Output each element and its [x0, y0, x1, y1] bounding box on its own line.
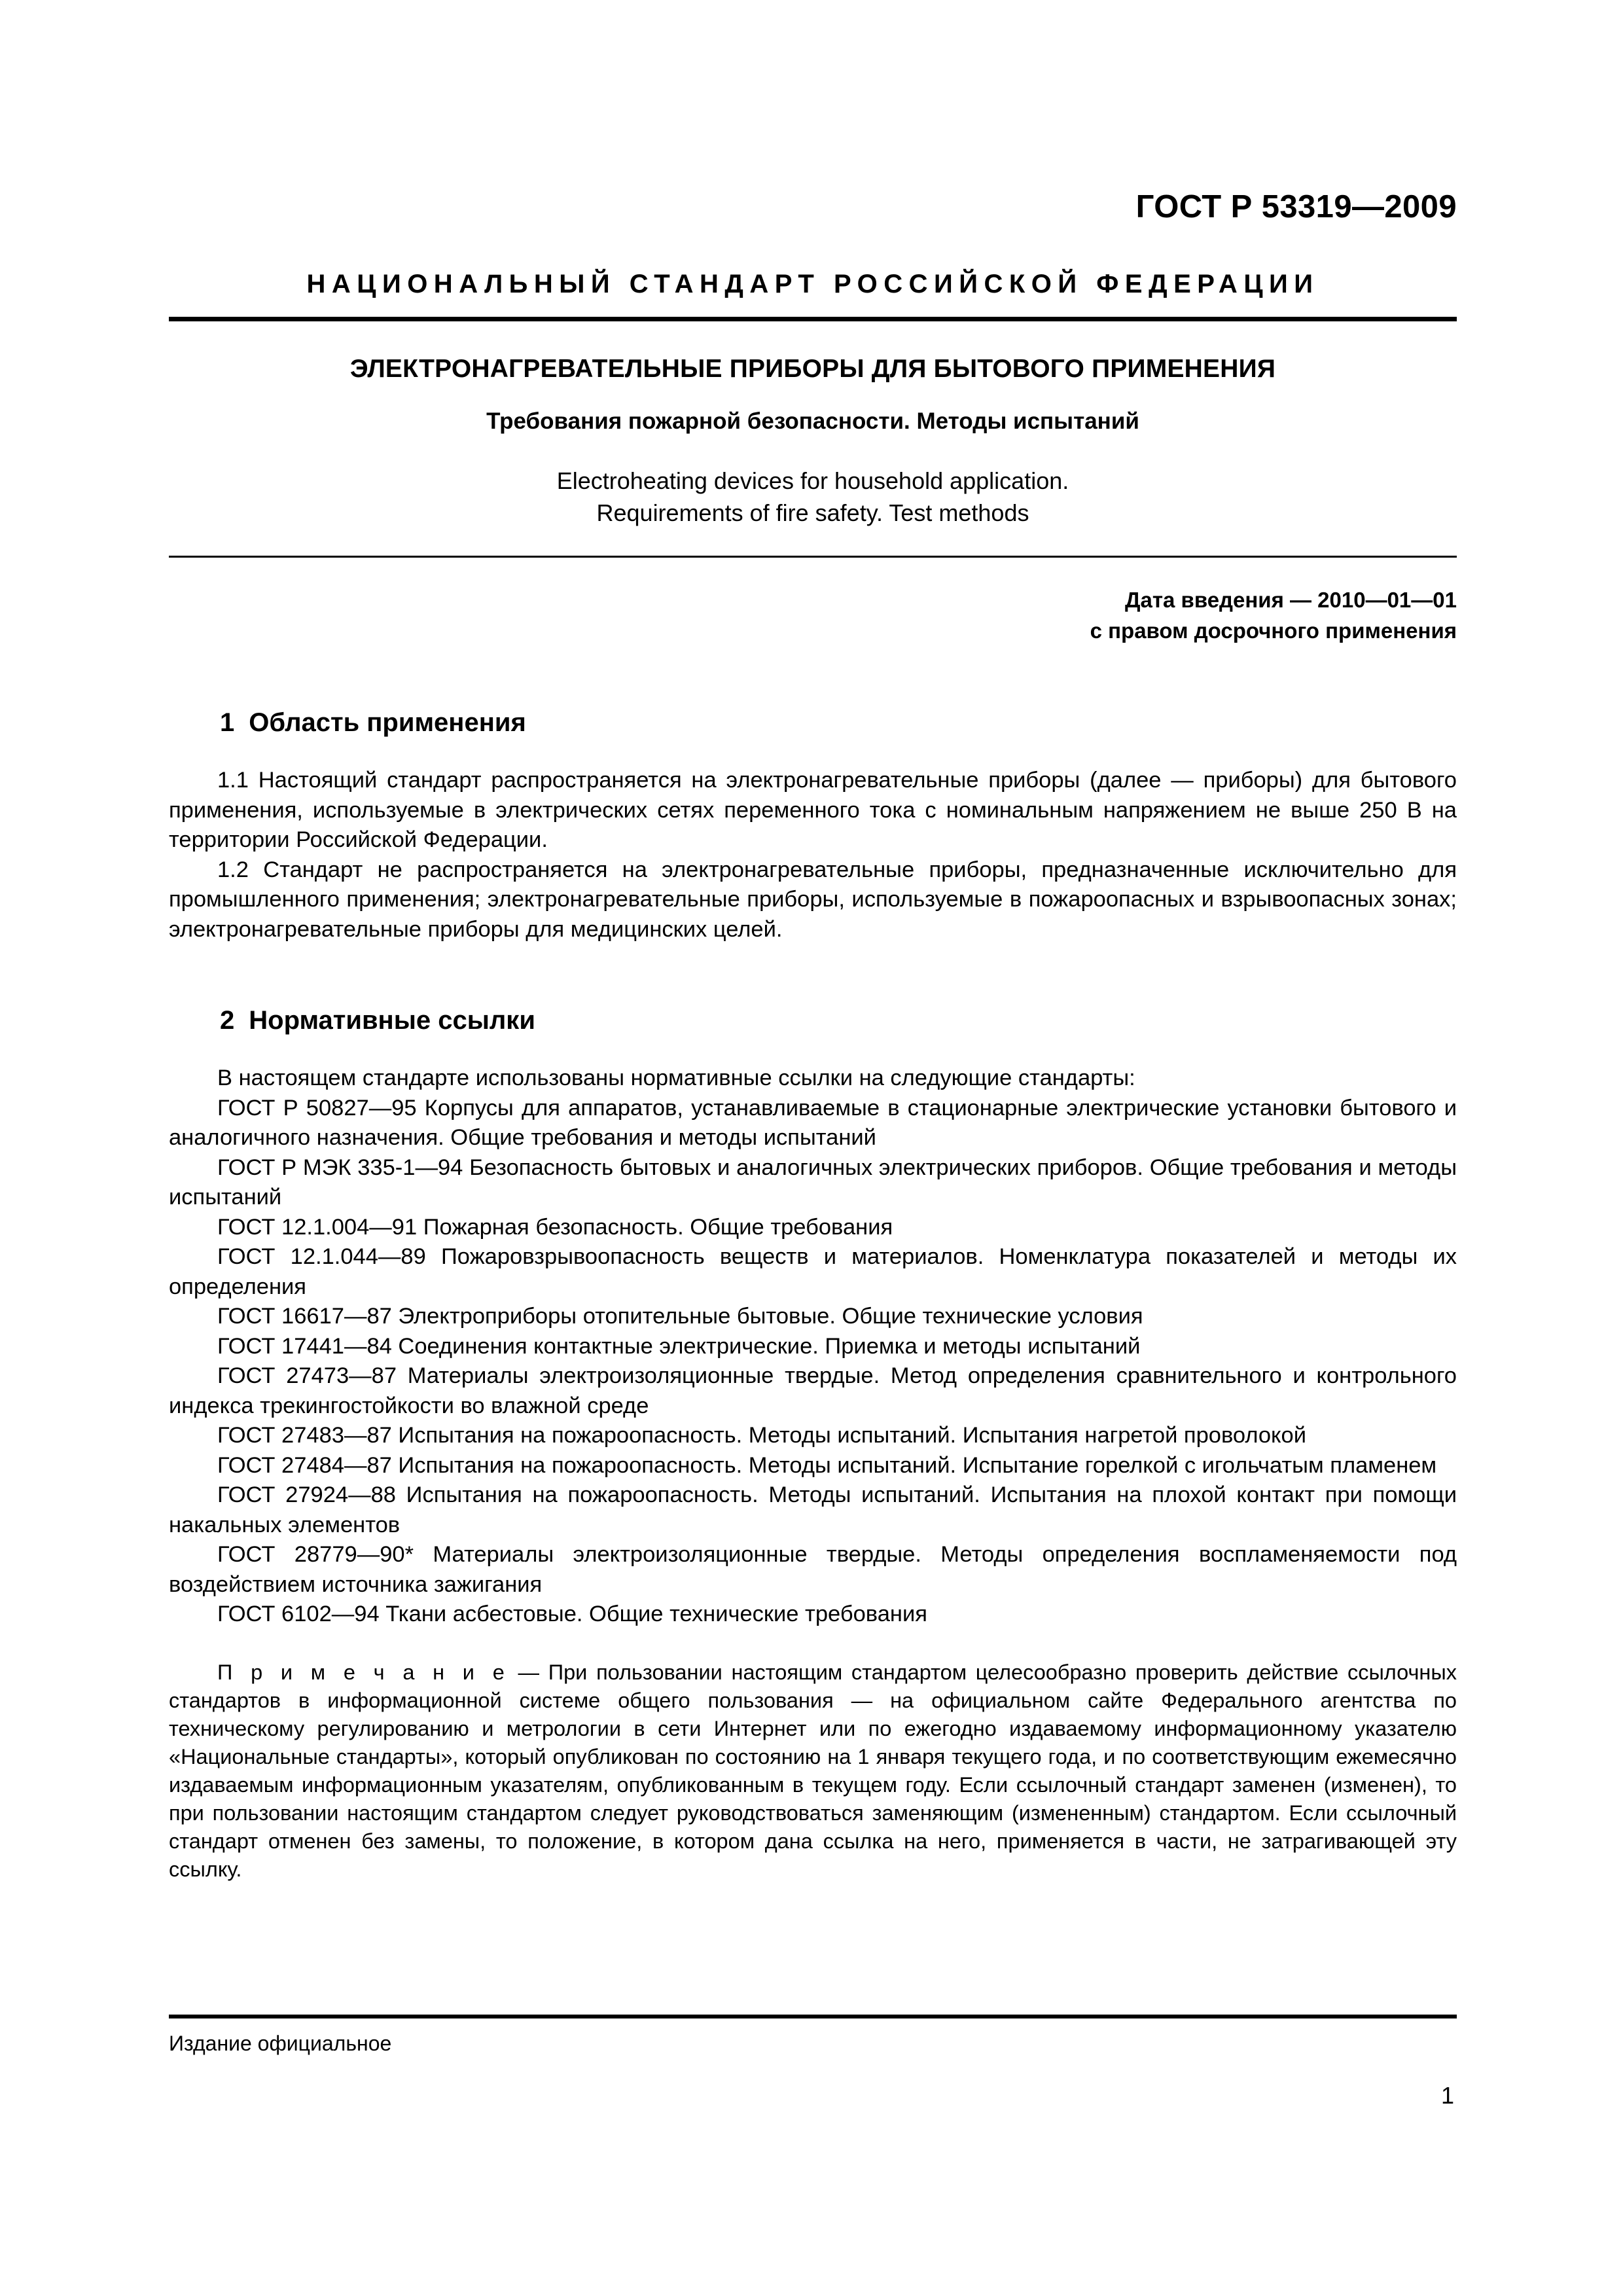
section-heading-scope	[220, 707, 1457, 738]
title-rule-wrap	[169, 556, 1457, 558]
note-label: П р и м е ч а н и е	[217, 1660, 509, 1684]
title-english-line-1: Electroheating devices for household application.	[556, 467, 1069, 495]
section-title-2: Нормативные ссылки	[249, 1006, 535, 1035]
page-content	[169, 0, 1457, 1905]
standard-number: ГОСТ Р 53319—2009	[1135, 189, 1457, 224]
reference-item: ГОСТ Р 50827—95 Корпусы для аппаратов, устанавливаемые в стационарные электрические установки бытового и аналогичного назначения. Общие требования и методы испытаний	[169, 1095, 1457, 1151]
introduction-date	[169, 585, 1457, 647]
reference-item: ГОСТ 27924—88 Испытания на пожароопасность. Методы испытаний. Испытания на плохой контакт при помощи накальных элементов	[169, 1482, 1457, 1537]
reference-item: ГОСТ 12.1.044—89 Пожаровзрывоопасность веществ и материалов. Номенклатура показателей и методы их определения	[169, 1244, 1457, 1299]
section-number-2: 2	[220, 1006, 235, 1035]
footer-rule	[169, 2015, 1457, 2018]
reference-item: ГОСТ 28779—90* Материалы электроизоляционные твердые. Методы определения воспламеняемости под воздействием источника зажигания	[169, 1542, 1457, 1597]
header-rule-top	[169, 317, 1457, 321]
introduction-date-line-1: Дата введения — 2010—01—01	[1125, 588, 1457, 613]
page-number: 1	[1440, 2082, 1454, 2109]
reference-item: ГОСТ 27483—87 Испытания на пожароопасность. Методы испытаний. Испытания нагретой проволокой	[217, 1423, 1307, 1448]
section-title-1: Область применения	[249, 708, 526, 738]
references-note	[169, 1659, 1457, 1884]
title-block	[169, 354, 1457, 529]
section-heading-references	[220, 1005, 1457, 1036]
reference-item: ГОСТ 17441—84 Соединения контактные электрические. Приемка и методы испытаний	[217, 1333, 1141, 1359]
header-rule-bottom	[169, 556, 1457, 558]
title-main: ЭЛЕКТРОНАГРЕВАТЕЛЬНЫЕ ПРИБОРЫ ДЛЯ БЫТОВОГО ПРИМЕНЕНИЯ	[349, 354, 1276, 383]
reference-item: ГОСТ 16617—87 Электроприборы отопительные бытовые. Общие технические условия	[217, 1304, 1143, 1329]
reference-item: ГОСТ 27473—87 Материалы электроизоляционные твердые. Метод определения сравнительного и контрольного индекса трекингостойкости во влажной среде	[169, 1363, 1457, 1418]
section-number-1: 1	[220, 708, 235, 738]
title-english-line-2: Requirements of fire safety. Test methods	[596, 499, 1029, 527]
reference-item: ГОСТ Р МЭК 335-1—94 Безопасность бытовых и аналогичных электрических приборов. Общие требования и методы испытаний	[169, 1155, 1457, 1210]
clause-1-1: 1.1 Настоящий стандарт распространяется на электронагревательные приборы (далее — приборы) для бытового применения, используемые в электрических сетях переменного тока с номинальным напряжением не выше 250 В на территории Российской Федерации.	[169, 768, 1457, 853]
reference-item: ГОСТ 6102—94 Ткани асбестовые. Общие технические требования	[217, 1602, 927, 1627]
clause-1-2: 1.2 Стандарт не распространяется на электронагревательные приборы, предназначенные исключительно для промышленного применения; электронагревательные приборы, используемые в пожароопасных и взрывоопасных зонах; электронагревательные приборы для медицинских целей.	[169, 857, 1457, 942]
references-lead-in: В настоящем стандарте использованы нормативные ссылки на следующие стандарты:	[217, 1066, 1135, 1091]
title-english	[169, 465, 1457, 529]
introduction-date-line-2: с правом досрочного применения	[1090, 619, 1457, 643]
references-list	[169, 1094, 1457, 1630]
note-text: — При пользовании настоящим стандартом целесообразно проверить действие ссылочных стандартов в информационной системе общего пользования — на официальном сайте Федерального агентства по техническому регулированию и метрологии в сети Интернет или по ежегодно издаваемому информационному указателю «Национальные стандарты», который опубликован по состоянию на 1 января текущего года, и по соответствующим ежемесячно издаваемым информационным указателям, опубликованным в текущем году. Если ссылочный стандарт заменен (изменен), то при пользовании настоящим стандартом следует руководствоваться заменяющим (измененным) стандартом. Если ссылочный стандарт отменен без замены, то положение, в котором дана ссылка на него, применяется в части, не затрагивающей эту ссылку.	[169, 1660, 1457, 1881]
reference-item: ГОСТ 12.1.004—91 Пожарная безопасность. Общие требования	[217, 1214, 893, 1240]
official-edition-label: Издание официальное	[169, 2032, 392, 2055]
title-subtitle: Требования пожарной безопасности. Методы испытаний	[486, 408, 1139, 434]
national-standard-heading: НАЦИОНАЛЬНЫЙ СТАНДАРТ РОССИЙСКОЙ ФЕДЕРАЦИИ	[306, 269, 1319, 298]
reference-item: ГОСТ 27484—87 Испытания на пожароопасность. Методы испытаний. Испытание горелкой с игольчатым пламенем	[217, 1452, 1437, 1478]
